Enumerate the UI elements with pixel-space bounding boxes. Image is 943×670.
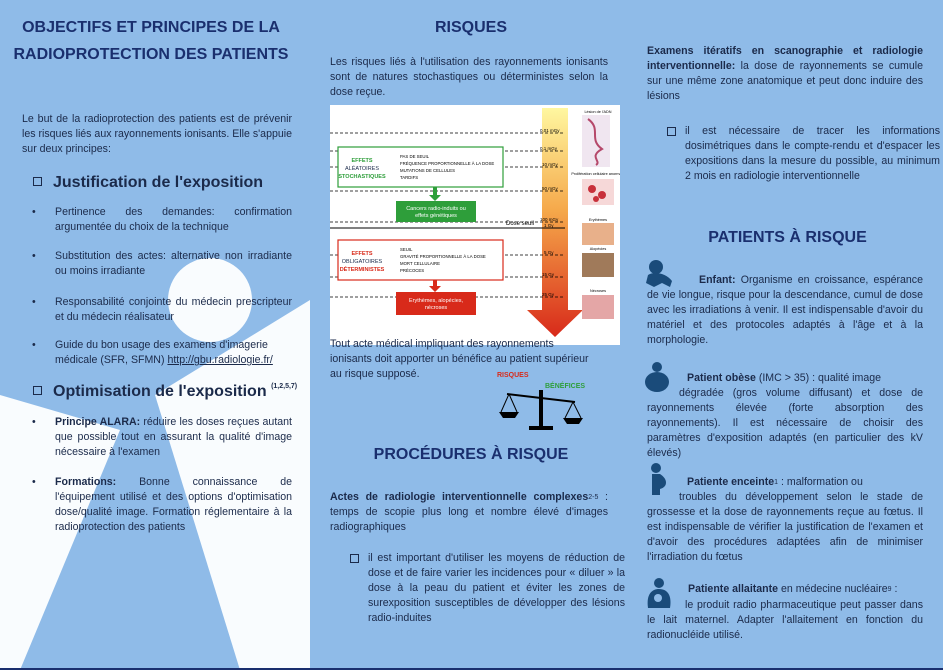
- erythema-photo: [582, 223, 614, 245]
- column-risques: [312, 0, 630, 670]
- principle-optimisation: [22, 383, 323, 401]
- bullet-pertinence: • Pertinence des demandes: confirmation argumentée du choix de la technique: [22, 205, 292, 235]
- allaitante-paragraph: le produit radio pharmaceutique peut passer dans le lait maternel. Adapter l'allaitement en fonction du radionucléide utilisé.: [647, 599, 923, 641]
- exam-label: Examens itératifs en scanographie et radiologie interventionnelle:: [647, 45, 923, 72]
- alara-text: réduire les doses reçues autant que possible tout en assurant la qualité d'image nécessaire à l'examen: [55, 416, 292, 458]
- alara-label: Principe ALARA:: [55, 416, 141, 428]
- threshold-label: Dose seuil: [506, 221, 535, 227]
- dose-label: 5 Gy: [544, 250, 554, 255]
- stochastic-title: EFFETS: [351, 158, 373, 164]
- exam-item: il est nécessaire de tracer les informations dosimétriques dans le compte-rendu et d'espacer les expositions dans la mesure du possible, au minimum 2 mois en radiologie interventionnelle: [647, 124, 940, 184]
- deterministic-item: PRÉCOCES: [400, 268, 425, 273]
- principle-optimisation-label: Optimisation de l'exposition: [53, 383, 267, 400]
- dose-label: 10 mGy: [542, 162, 558, 167]
- deterministic-item: GRAVITÉ PROPORTIONNELLE À LA DOSE: [400, 254, 486, 259]
- enfant-paragraph: [647, 273, 923, 348]
- obese-text-1: (IMC > 35) : qualité image: [755, 372, 882, 384]
- image-label: Erythèmes: [588, 218, 608, 222]
- guide-link[interactable]: http://gbu.radiologie.fr/: [167, 354, 273, 366]
- deterministic-title: EFFETS: [351, 251, 373, 257]
- bullet-formations: [22, 475, 292, 535]
- allaitante-text-2: :: [891, 583, 898, 595]
- image-label: Nécroses: [589, 289, 607, 293]
- principle-optimisation-ref: (1,2,5,7): [271, 383, 298, 390]
- alopecia-photo: [582, 253, 614, 277]
- allaitante-text-1: en médecine nucléaire: [778, 583, 888, 595]
- scale-icon-group: [497, 372, 587, 432]
- scale-icon: [497, 372, 587, 432]
- section-title-objectifs: OBJECTIFS ET PRINCIPES DE LA RADIOPROTECTION DES PATIENTS: [13, 19, 289, 63]
- deterministic-result: Erythèmes, alopécies, nécroses: [408, 298, 464, 311]
- enceinte-text-1: : malformation ou: [778, 476, 863, 488]
- obese-line1: [687, 371, 923, 386]
- enceinte-ref: 1: [774, 479, 779, 486]
- stochastic-subtitle: ALÉATOIRES: [344, 166, 380, 172]
- deterministic-item: MORT CELLULAIRE: [400, 261, 440, 266]
- stochastic-result: Cancers radio-induits ou effets génétiques: [406, 206, 466, 219]
- dose-label: 15 Gy: [542, 272, 555, 277]
- enfant-text: Organisme en croissance, espérance de vie longue, risque pour la descendance, cumul de dose avec les irradiations à venir. Il est indispensable d'avoir du matériel et des protocoles adaptés à l'âge et à la morphologie.: [647, 274, 923, 346]
- section-title-risques: RISQUES: [434, 19, 507, 36]
- procedure-label: Actes de radiologie interventionnelle complexes: [330, 491, 589, 503]
- exam-paragraph: [647, 44, 923, 104]
- section-title-procedures: PROCÉDURES À RISQUE: [373, 446, 569, 463]
- bullet-substitution: • Substitution des actes: alternative non irradiante ou moins irradiante: [22, 249, 292, 279]
- enceinte-paragraph: troubles du développement selon le stade de grossesse et la dose de rayonnements reçue au fœtus. Il est indispensable de vérifier la justification de l'examen et d'avoir des procédures adaptées afin de minimiser l'irradiation du fœtus: [647, 491, 923, 563]
- exam-text: la dose de rayonnements se cumule sur une même zone anatomique et peut donc induire des lésions: [647, 60, 923, 102]
- deterministic-subtitle-2: DÉTERMINISTES: [339, 267, 385, 273]
- formations-text: Bonne connaissance de l'équipement utilisé et des options d'optimisation dose/qualité image. Formation réglementaire à la radioprotection des patients: [55, 476, 292, 533]
- procedure-intro: [330, 490, 608, 535]
- section-title-patients: PATIENTS À RISQUE: [708, 229, 867, 246]
- guide-text: Guide du bon usage des examens d'imagerie médicale (SFR, SFMN): [55, 339, 268, 366]
- procedure-item: il est important d'utiliser les moyens de réduction de dose et de faire varier les incidences pour « diluer » la dose à la peau du patient et éviter les zones de surexposition susceptibles de développer des lésions radio-induites: [330, 551, 625, 626]
- allaitante-label: Patiente allaitante: [688, 583, 779, 595]
- necrosis-photo: [582, 295, 614, 319]
- obese-paragraph: dégradée (gros volume diffusant) et dose de rayonnements élevée (forte absorption des rayonnements). Il est nécessaire de choisir des paramètres d'exposition adaptés (en particulier des kV élevés): [647, 387, 923, 459]
- scale-risques-label: RISQUES: [497, 372, 529, 379]
- stochastic-item: FRÉQUENCE PROPORTIONNELLE À LA DOSE: [400, 161, 495, 166]
- column-patients: [632, 0, 943, 670]
- dose-scale-diagram: [330, 105, 620, 345]
- scale-benefices-label: BÉNÉFICES: [545, 383, 586, 390]
- bullet-alara: [22, 415, 292, 460]
- radiation-trefoil-background: [0, 0, 310, 670]
- bullet-responsabilite: • Responsabilité conjointe du médecin prescripteur et du médecin réalisateur: [22, 295, 292, 325]
- formations-label: Formations:: [55, 476, 117, 488]
- intro-text: Le but de la radioprotection des patients est de prévenir les risques liés aux rayonnements ionisants. Elle s'appuie sur deux principes:: [22, 113, 292, 155]
- dose-label: 50 mGy: [542, 186, 558, 191]
- image-label: Lésion de l'ADN: [584, 110, 612, 114]
- stochastic-item: TARDIFS: [400, 175, 419, 180]
- stochastic-item: MUTATIONS DE CELLULES: [400, 168, 455, 173]
- deterministic-item: SEUIL: [400, 247, 413, 252]
- stochastic-item: PAS DE SEUIL: [400, 154, 430, 159]
- column-objectifs: [0, 0, 310, 670]
- procedure-ref: 2-5: [588, 494, 599, 501]
- enceinte-line1: [687, 475, 923, 490]
- risk-dose-figure: [330, 105, 620, 345]
- procedure-text: : temps de scopie plus long et nombre élevé d'images radiographiques: [330, 491, 608, 533]
- dose-label: 25 Gy: [542, 292, 555, 297]
- deterministic-subtitle: OBLIGATOIRES: [341, 259, 383, 265]
- enceinte-label: Patiente enceinte: [687, 476, 775, 488]
- allaitante-line1: [688, 582, 924, 597]
- dose-label: 0,1 mGy: [540, 146, 558, 151]
- dose-label: 1 Gy: [544, 223, 554, 228]
- obese-label: Patient obèse: [687, 372, 756, 384]
- dose-label: 0,01 mGy: [540, 128, 560, 133]
- dose-label: 100 mGy: [540, 217, 559, 222]
- image-label: Alopécies: [589, 247, 607, 251]
- stochastic-subtitle-2: STOCHASTIQUES: [338, 174, 386, 180]
- bullet-guide: [22, 338, 292, 368]
- principle-justification-label: Justification de l'exposition: [53, 174, 264, 191]
- benefit-statement: Tout acte médical impliquant des rayonnements ionisants doit apporter un bénéfice au patient supérieur au risque supposé.: [330, 338, 589, 380]
- allaitante-ref: 9: [887, 586, 892, 593]
- risques-intro: Les risques liés à l'utilisation des rayonnements ionisants sont de natures stochastiques ou déterministes selon la dose reçue.: [330, 56, 608, 98]
- enfant-label: Enfant:: [699, 274, 736, 286]
- principle-justification: [22, 174, 323, 192]
- image-label: Prolifération cellulaire anormale: [571, 172, 620, 176]
